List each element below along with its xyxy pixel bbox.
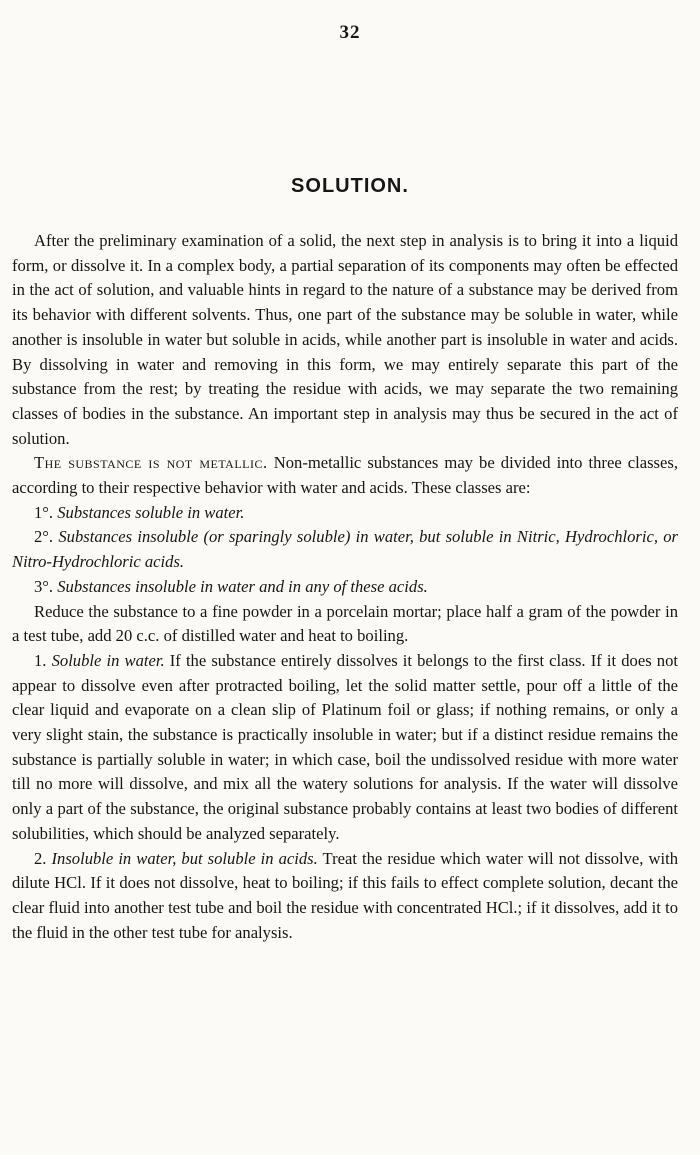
step-1-text: If the substance entirely dissolves it belongs to the first class. If it does not appear to dissolve even after protracted boiling, let the solid matter settle, pour off a little of the clear liquid and evaporate on a clean slip of Platinum foil or glass; if nothing remains, or only a very slight stain, the substance is practically insoluble in water; but if a distinct residue remains the substance is partially soluble in water; in which case, boil the undissolved residue with more water till no more will dissolve, and mix all the watery solutions for analysis. If the water will dissolve only a part of the substance, the original substance probably contains at least two bodies of different solubilities, which should be analyzed separately. — [12, 650, 678, 843]
body-text — [12, 229, 678, 945]
class-3-number: 3°. — [34, 576, 54, 596]
not-metallic-text: Non-metallic substances may be divided into three classes, according to their respective behavior with water and acids. These classes are: — [12, 453, 678, 498]
section-heading: SOLUTION. — [291, 175, 409, 197]
not-metallic-paragraph — [12, 451, 678, 500]
class-2-number: 2°. — [34, 527, 54, 547]
class-2-item — [12, 525, 678, 574]
class-3-item — [12, 575, 678, 600]
step-2-paragraph — [12, 847, 678, 946]
class-1-text: Substances soluble in water. — [57, 502, 245, 522]
reduce-paragraph: Reduce the substance to a fine powder in a porcelain mortar; place half a gram of the powder in a test tube, add 20 c.c. of distilled water and heat to boiling. — [12, 601, 678, 646]
step-1-paragraph — [12, 649, 678, 847]
class-2-text: Substances insoluble (or sparingly soluble) in water, but soluble in Nitric, Hydrochloric, or Nitro-Hydrochloric acids. — [12, 527, 678, 572]
step-1-title: Soluble in water. — [51, 650, 165, 670]
class-1-number: 1°. — [34, 502, 54, 522]
class-1-item — [12, 501, 678, 526]
page-number: 32 — [339, 22, 361, 43]
step-2-text: Treat the residue which water will not dissolve, with dilute HCl. If it does not dissolve, heat to boiling; if this fails to effect complete solution, decant the clear fluid into another test tube and boil the residue with concentrated HCl.; if it dissolves, add it to the fluid in the other test tube for analysis. — [12, 848, 678, 942]
not-metallic-lead: The substance is not metallic. — [34, 453, 268, 473]
step-1-number: 1. — [34, 650, 47, 670]
step-2-number: 2. — [34, 848, 47, 868]
class-3-text: Substances insoluble in water and in any of these acids. — [57, 576, 428, 596]
intro-paragraph: After the preliminary examination of a solid, the next step in analysis is to bring it into a liquid form, or dissolve it. In a complex body, a partial separation of its components may often be effected in the act of solution, and valuable hints in regard to the nature of a substance may be derived from its behavior with different solvents. Thus, one part of the substance may be soluble in water, while another is insoluble in water but soluble in acids, while another part is insoluble in water and acids. By dissolving in water and removing in this form, we may entirely separate this part of the substance from the rest; by treating the residue with acids, we may separate the two remaining classes of bodies in the substance. An important step in analysis may thus be secured in the act of solution. — [12, 231, 678, 448]
step-2-title: Insoluble in water, but soluble in acids. — [51, 848, 318, 868]
